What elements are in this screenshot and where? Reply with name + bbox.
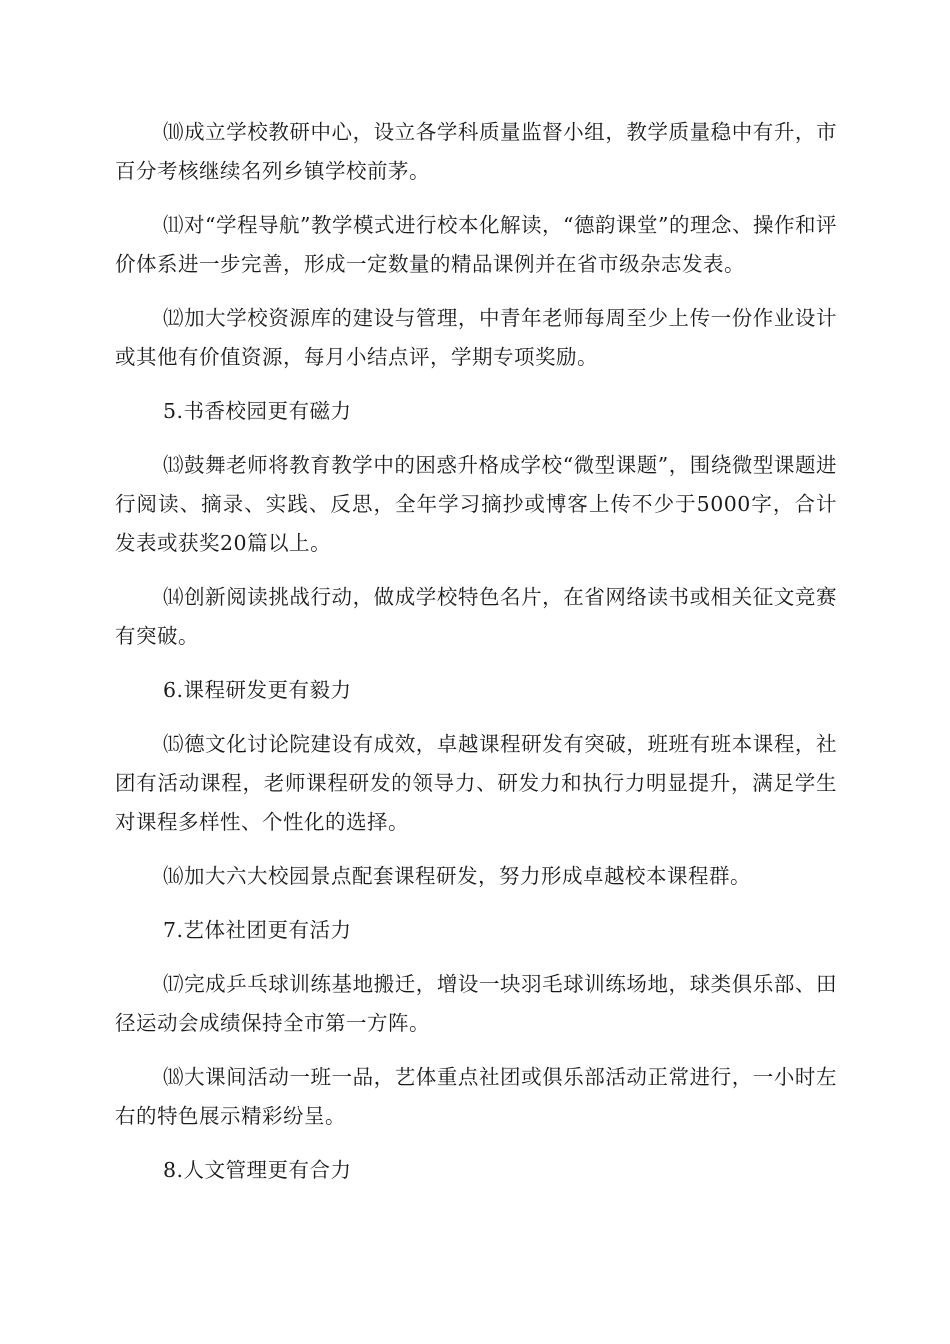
section-heading-8: 8.人文管理更有合力 bbox=[163, 1158, 352, 1182]
section-heading-5: 5.书香校园更有磁力 bbox=[163, 399, 352, 423]
paragraph-18: ⒅大课间活动一班一品，艺体重点社团或俱乐部活动正常进行，一小时左右的特色展示精彩纷呈。 bbox=[115, 1065, 837, 1128]
paragraph-12: ⑿加大学校资源库的建设与管理，中青年老师每周至少上传一份作业设计或其他有价值资源，每月小结点评，学期专项奖励。 bbox=[115, 306, 837, 369]
section-heading-6: 6.课程研发更有毅力 bbox=[163, 678, 352, 702]
section-heading-7: 7.艺体社团更有活力 bbox=[163, 918, 352, 942]
paragraph-13: ⒀鼓舞老师将教育教学中的困惑升格成学校“微型课题”，围绕微型课题进行阅读、摘录、实践、反思，全年学习摘抄或博客上传不少于5000字，合计发表或获奖20篇以上。 bbox=[115, 453, 837, 555]
paragraph-15: ⒂德文化讨论院建设有成效，卓越课程研发有突破，班班有班本课程，社团有活动课程，老师课程研发的领导力、研发力和执行力明显提升，满足学生对课程多样性、个性化的选择。 bbox=[115, 732, 837, 834]
document-page bbox=[115, 113, 837, 1205]
paragraph-10: ⑽成立学校教研中心，设立各学科质量监督小组，教学质量稳中有升，市百分考核继续名列乡镇学校前茅。 bbox=[115, 120, 837, 183]
paragraph-14: ⒁创新阅读挑战行动，做成学校特色名片，在省网络读书或相关征文竞赛有突破。 bbox=[115, 585, 837, 648]
paragraph-16: ⒃加大六大校园景点配套课程研发，努力形成卓越校本课程群。 bbox=[163, 864, 751, 888]
paragraph-17: ⒄完成乒乓球训练基地搬迁，增设一块羽毛球训练场地，球类俱乐部、田径运动会成绩保持全市第一方阵。 bbox=[115, 972, 837, 1035]
paragraph-11: ⑾对“学程导航”教学模式进行校本化解读，“德韵课堂”的理念、操作和评价体系进一步完善，形成一定数量的精品课例并在省市级杂志发表。 bbox=[115, 213, 837, 276]
